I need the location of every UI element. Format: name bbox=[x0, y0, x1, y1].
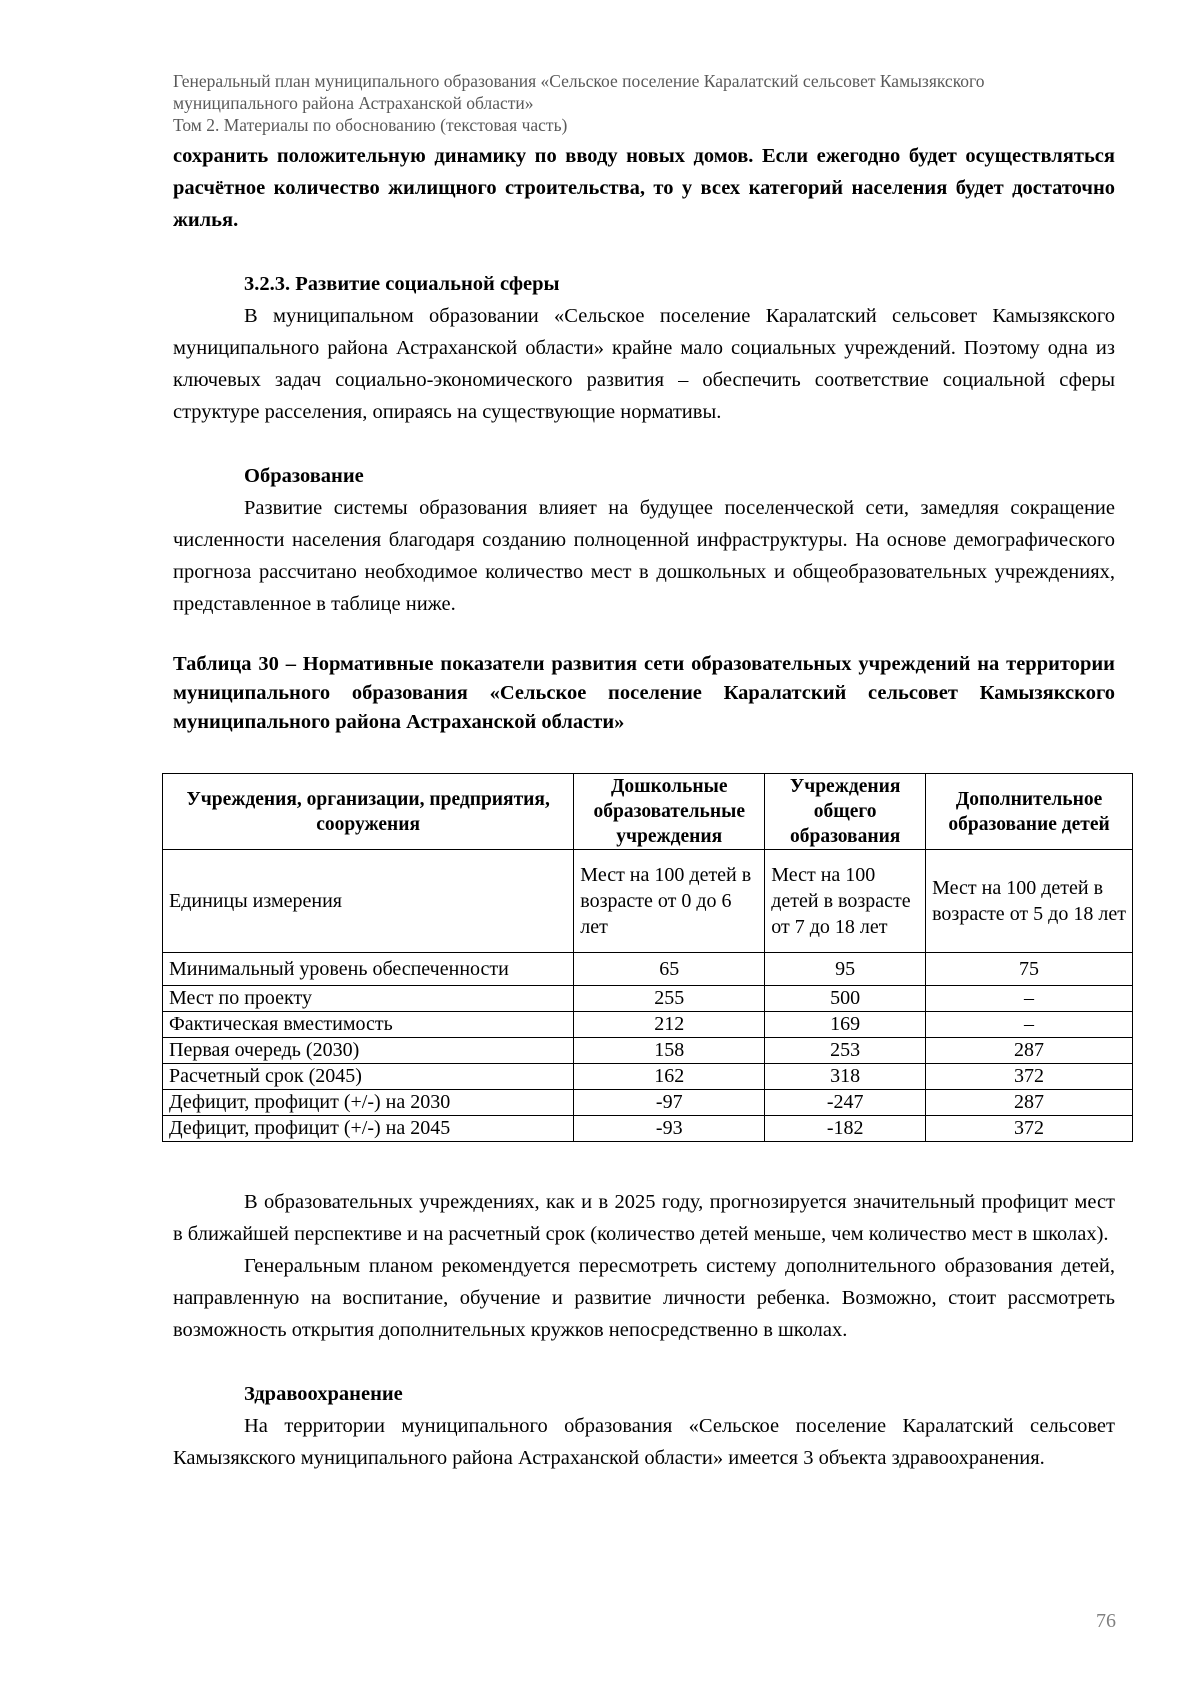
table-cell: 75 bbox=[926, 953, 1133, 986]
table-cell: Мест по проекту bbox=[163, 986, 574, 1012]
intro-bold-paragraph: сохранить положительную динамику по вводу новых домов. Если ежегодно будет осуществляться расчётное количество жилищного строительства, то у всех категорий населения будет достаточно жилья. bbox=[173, 145, 1115, 231]
after-table-paragraph-1: В образовательных учреждениях, как и в 2025 году, прогнозируется значительный профицит мест в ближайшей перспективе и на расчетный срок (количество детей меньше, чем количество мест в школах). bbox=[173, 1191, 1115, 1245]
table-cell: 318 bbox=[765, 1064, 926, 1090]
table-row bbox=[163, 986, 1133, 1012]
table-row bbox=[163, 1012, 1133, 1038]
table-cell: 500 bbox=[765, 986, 926, 1012]
table-cell: Минимальный уровень обеспеченности bbox=[163, 953, 574, 986]
table-header-cell: Учреждения общего образования bbox=[765, 774, 926, 850]
table-cell: 287 bbox=[926, 1038, 1133, 1064]
table-cell: Фактическая вместимость bbox=[163, 1012, 574, 1038]
education-title: Образование bbox=[244, 465, 364, 487]
table-cell: 253 bbox=[765, 1038, 926, 1064]
table-cell: Мест на 100 детей в возрасте от 0 до 6 лет bbox=[574, 850, 765, 953]
healthcare-title: Здравоохранение bbox=[244, 1383, 403, 1405]
table-cell: 372 bbox=[926, 1064, 1133, 1090]
section-paragraph: В муниципальном образовании «Сельское поселение Каралатский сельсовет Камызякского муниципального района Астраханской области» крайне мало социальных учреждений. Поэтому одна из ключевых задач социально-экономического развития – обеспечить соответствие социальной сферы структуре расселения, опираясь на существующие нормативы. bbox=[173, 305, 1115, 423]
education-paragraph: Развитие системы образования влияет на будущее поселенческой сети, замедляя сокращение численности населения благодаря созданию полноценной инфраструктуры. На основе демографического прогноза рассчитано необходимое количество мест в дошкольных и общеобразовательных учреждениях, представленное в таблице ниже. bbox=[173, 497, 1115, 615]
table-row bbox=[163, 1038, 1133, 1064]
table-row bbox=[163, 1064, 1133, 1090]
table-cell: 65 bbox=[574, 953, 765, 986]
education-norms-table bbox=[162, 773, 1133, 1142]
table-cell: -97 bbox=[574, 1090, 765, 1116]
after-table-content bbox=[173, 1186, 1115, 1474]
table-cell: 212 bbox=[574, 1012, 765, 1038]
table-header-cell: Учреждения, организации, предприятия, сооружения bbox=[163, 774, 574, 850]
table-cell: 158 bbox=[574, 1038, 765, 1064]
table-header-cell: Дополнительное образование детей bbox=[926, 774, 1133, 850]
table-cell: Мест на 100 детей в возрасте от 7 до 18 лет bbox=[765, 850, 926, 953]
page-number: 76 bbox=[1096, 1610, 1116, 1632]
table-caption: Таблица 30 – Нормативные показатели развития сети образовательных учреждений на территории муниципального образования «Сельское поселение Каралатский сельсовет Камызякского муниципального района Астраханской области» bbox=[173, 653, 1115, 733]
healthcare-paragraph: На территории муниципального образования «Сельское поселение Каралатский сельсовет Камызякского муниципального района Астраханской области» имеется 3 объекта здравоохранения. bbox=[173, 1415, 1115, 1469]
running-header bbox=[173, 70, 1133, 136]
table-cell: Первая очередь (2030) bbox=[163, 1038, 574, 1064]
header-line-1: Генеральный план муниципального образования «Сельское поселение Каралатский сельсовет Камызякского bbox=[173, 71, 985, 91]
header-line-2: муниципального района Астраханской области» bbox=[173, 93, 534, 113]
table-cell: Расчетный срок (2045) bbox=[163, 1064, 574, 1090]
section-title: 3.2.3. Развитие социальной сферы bbox=[244, 273, 560, 295]
table-cell: 372 bbox=[926, 1116, 1133, 1142]
table-cell: 255 bbox=[574, 986, 765, 1012]
table-cell: 162 bbox=[574, 1064, 765, 1090]
table-cell: – bbox=[926, 1012, 1133, 1038]
table-cell: Единицы измерения bbox=[163, 850, 574, 953]
page-content bbox=[173, 140, 1115, 737]
table-cell: Мест на 100 детей в возрасте от 5 до 18 лет bbox=[926, 850, 1133, 953]
table-row bbox=[163, 1090, 1133, 1116]
table-row bbox=[163, 1116, 1133, 1142]
table-cell: 287 bbox=[926, 1090, 1133, 1116]
table-header-row bbox=[163, 774, 1133, 850]
table-cell: Дефицит, профицит (+/-) на 2030 bbox=[163, 1090, 574, 1116]
table-cell: 95 bbox=[765, 953, 926, 986]
table-cell: -93 bbox=[574, 1116, 765, 1142]
table-cell: 169 bbox=[765, 1012, 926, 1038]
table-units-row bbox=[163, 850, 1133, 953]
after-table-paragraph-2: Генеральным планом рекомендуется пересмотреть систему дополнительного образования детей, направленную на воспитание, обучение и развитие личности ребенка. Возможно, стоит рассмотреть возможность открытия дополнительных кружков непосредственно в школах. bbox=[173, 1255, 1115, 1341]
table-header-cell: Дошкольные образовательные учреждения bbox=[574, 774, 765, 850]
table-cell: -182 bbox=[765, 1116, 926, 1142]
table-row bbox=[163, 953, 1133, 986]
table-cell: – bbox=[926, 986, 1133, 1012]
table-cell: Дефицит, профицит (+/-) на 2045 bbox=[163, 1116, 574, 1142]
table-cell: -247 bbox=[765, 1090, 926, 1116]
header-line-3: Том 2. Материалы по обоснованию (текстовая часть) bbox=[173, 115, 568, 135]
